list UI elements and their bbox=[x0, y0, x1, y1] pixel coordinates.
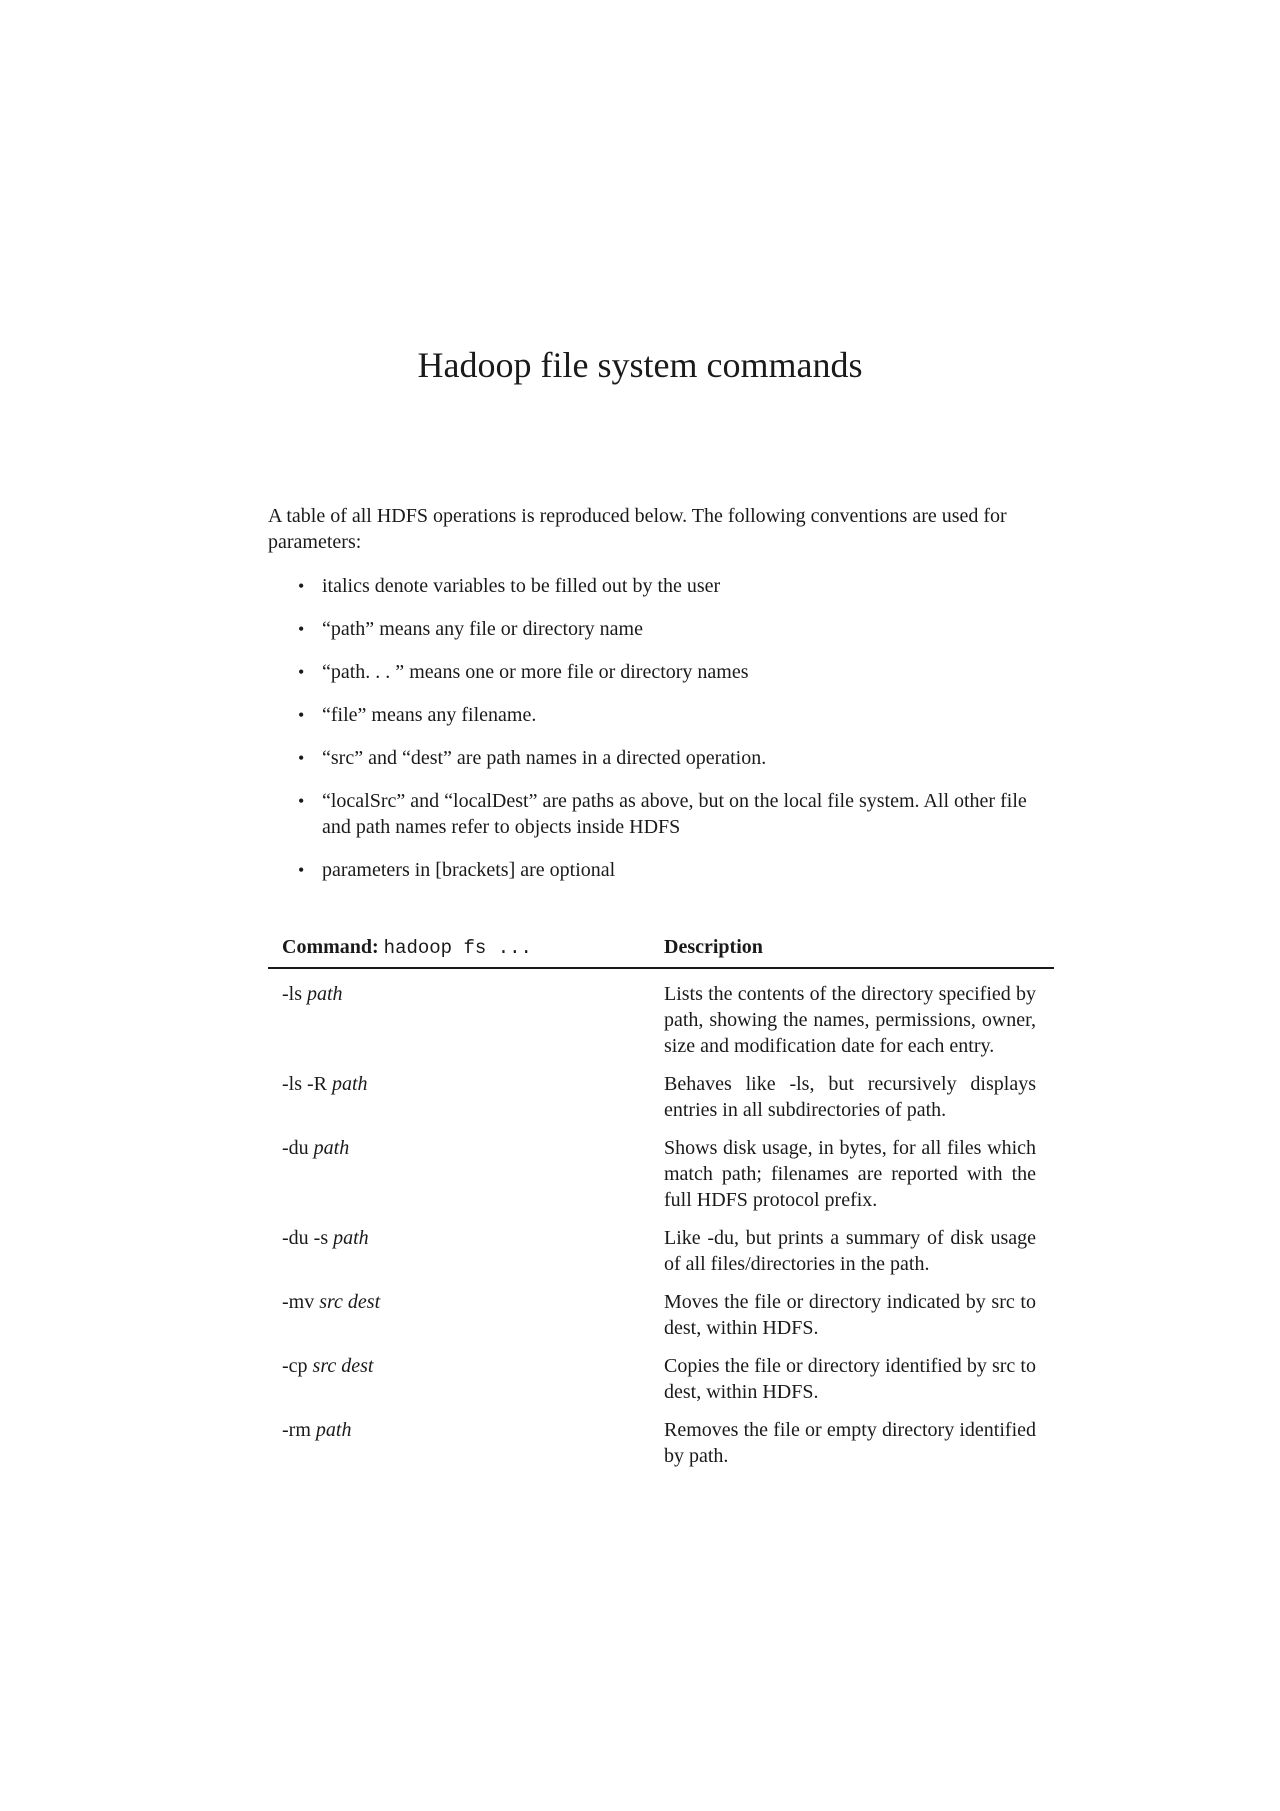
bullet-icon: • bbox=[298, 748, 305, 768]
table-row bbox=[268, 981, 1054, 1059]
list-item: • “src” and “dest” are path names in a directed operation. bbox=[298, 747, 767, 769]
command-cell: -du -s path bbox=[282, 1227, 369, 1249]
description-cell: Lists the contents of the directory specified by path, showing the names, permissions, owner, size and modification date for each entry. bbox=[664, 983, 1036, 1057]
list-item: • “file” means any filename. bbox=[298, 704, 537, 726]
command-cell: -du path bbox=[282, 1137, 350, 1159]
bullet-icon: • bbox=[298, 619, 305, 639]
description-cell: Behaves like -ls, but recursively displays entries in all subdirectories of path. bbox=[664, 1073, 1036, 1121]
conventions-list bbox=[296, 573, 1036, 900]
list-item: • parameters in [brackets] are optional bbox=[298, 859, 616, 881]
table-row bbox=[268, 1225, 1054, 1277]
description-cell: Removes the file or empty directory identified by path. bbox=[664, 1419, 1036, 1467]
bullet-icon: • bbox=[298, 860, 305, 880]
table-row bbox=[268, 1289, 1054, 1341]
command-cell: -rm path bbox=[282, 1419, 352, 1441]
command-cell: -ls path bbox=[282, 983, 343, 1005]
description-cell: Moves the file or directory indicated by src to dest, within HDFS. bbox=[664, 1291, 1036, 1339]
table-row bbox=[268, 1353, 1054, 1405]
table-row bbox=[268, 1417, 1054, 1469]
list-item: • “localSrc” and “localDest” are paths as above, but on the local file system. All other file and path names refer to objects inside HDFS bbox=[298, 790, 1027, 838]
list-item: • italics denote variables to be filled out by the user bbox=[298, 575, 721, 597]
command-cell: -ls -R path bbox=[282, 1073, 368, 1095]
page-title: Hadoop file system commands bbox=[417, 345, 863, 385]
table-header bbox=[268, 934, 1054, 969]
intro-paragraph: A table of all HDFS operations is reproduced below. The following conventions are used for parameters: bbox=[268, 505, 1007, 553]
description-cell: Shows disk usage, in bytes, for all files which match path; filenames are reported with the full HDFS protocol prefix. bbox=[664, 1137, 1036, 1211]
bullet-icon: • bbox=[298, 791, 305, 811]
list-item: • “path” means any file or directory name bbox=[298, 618, 643, 640]
description-column-header: Description bbox=[664, 936, 763, 958]
command-cell: -mv src dest bbox=[282, 1291, 381, 1313]
description-cell: Like -du, but prints a summary of disk usage of all files/directories in the path. bbox=[664, 1227, 1036, 1275]
description-cell: Copies the file or directory identified by src to dest, within HDFS. bbox=[664, 1355, 1036, 1403]
bullet-icon: • bbox=[298, 705, 305, 725]
bullet-icon: • bbox=[298, 576, 305, 596]
command-column-header: Command: hadoop fs ... bbox=[282, 936, 532, 959]
table-body bbox=[268, 969, 1054, 1469]
command-cell: -cp src dest bbox=[282, 1355, 374, 1377]
commands-table bbox=[268, 934, 1054, 1481]
table-row bbox=[268, 1071, 1054, 1123]
list-item: • “path. . . ” means one or more file or directory names bbox=[298, 661, 749, 683]
table-row bbox=[268, 1135, 1054, 1213]
bullet-icon: • bbox=[298, 662, 305, 682]
